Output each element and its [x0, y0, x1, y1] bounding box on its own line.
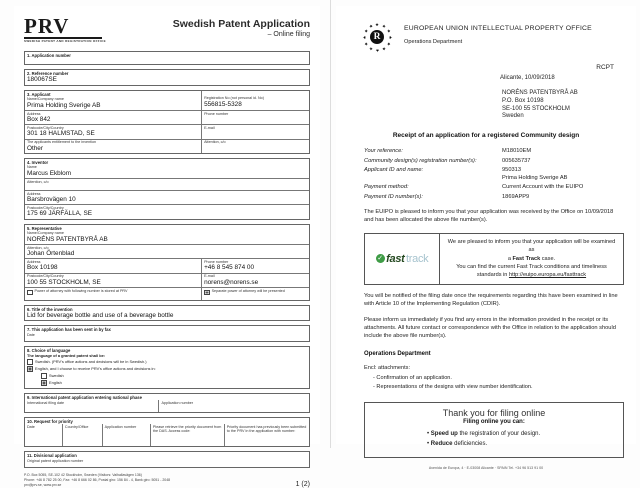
field-label: Payment ID number(s):	[364, 193, 423, 200]
applicant-id-name-value	[502, 167, 567, 181]
suboption-english	[39, 379, 309, 386]
field-label: Application number	[161, 400, 194, 405]
star-icon	[375, 48, 380, 53]
field-label: The applicants entitlement to the invention	[27, 140, 97, 145]
field-label: Phone number	[204, 111, 229, 116]
euipo-header	[360, 20, 636, 54]
inventor-postcode-value: 175 69 JÄRFÄLLA, SE	[27, 210, 93, 218]
checkbox-unchecked-icon	[27, 290, 33, 296]
field-label: Applicant ID and name:	[364, 167, 424, 174]
page-divider	[330, 0, 331, 448]
document-title: Swedish Patent Application	[172, 18, 310, 30]
inventor-address-cell	[25, 190, 309, 204]
bullet-bold: Reduce	[430, 441, 453, 448]
check-circle-icon	[376, 254, 385, 263]
column-label: Please retrieve the priority document from the DAS. Access code:	[152, 424, 222, 434]
poa-separate-label: Separate power of attorney will be presented	[211, 289, 285, 294]
applicant-postcode-value: 301 18 HALMSTAD, SE	[27, 130, 95, 138]
language-option-english	[25, 365, 309, 372]
fast-track-logo	[365, 234, 440, 284]
your-reference-value: M18010EM	[502, 148, 532, 155]
priority-country-cell	[62, 424, 102, 446]
section-divisional-application	[24, 451, 310, 468]
suboption-swedish	[39, 372, 309, 379]
field-label: Attention, c/o	[27, 179, 49, 184]
section-heading: 6. Title of the invention	[27, 306, 73, 312]
rcpt-label: RCPT	[596, 64, 614, 71]
field-row	[364, 148, 624, 155]
star-icon	[380, 45, 387, 52]
star-icon	[362, 35, 367, 40]
intl-filing-date-cell	[25, 400, 158, 412]
star-icon	[385, 40, 392, 47]
section-sent-by-fax	[24, 325, 310, 342]
registration-number-value: 556815-5328	[204, 100, 242, 108]
section-title-of-invention	[24, 305, 310, 321]
applicant-name-cell	[25, 91, 201, 110]
star-icon	[362, 27, 369, 34]
payment-method-value: Current Account with the EUIPO	[502, 184, 584, 191]
thank-you-bullets	[427, 429, 623, 449]
empty-field	[25, 463, 309, 467]
addressee-line: NORÉNS PATENTBYRÅ AB	[502, 90, 578, 96]
section-heading: 7. This application has been sent in by fax	[27, 327, 111, 333]
star-icon	[375, 22, 380, 27]
inventor-name-value: Marcus Ekblom	[27, 169, 72, 177]
applicant-attention-value	[202, 145, 309, 153]
fast-track-box	[364, 233, 624, 285]
inventor-postcode-cell	[25, 204, 309, 218]
representative-postcode-value: 100 55 STOCKHOLM, SE	[27, 278, 101, 286]
section-request-for-priority	[24, 417, 310, 447]
section-application-number	[24, 51, 310, 65]
field-row	[364, 158, 624, 165]
checkbox-unchecked-icon	[27, 359, 33, 365]
addressee-line: Sweden	[502, 113, 524, 120]
field-label: Attention, c/o	[204, 140, 226, 145]
priority-previous-cell	[224, 424, 309, 446]
section-heading: 8. Choice of language	[27, 348, 71, 354]
section-international-application	[24, 393, 310, 413]
field-label: E-mail	[204, 274, 215, 279]
star-icon	[367, 45, 374, 52]
fast-track-link[interactable]: http://euipo.europa.eu/fasttrack	[508, 272, 587, 279]
fast-track-logo-track: track	[406, 252, 429, 265]
star-icon	[367, 22, 374, 29]
field-label: Name	[27, 165, 37, 170]
paragraph-errors: Please inform us immediately if you find any errors in the information provided in the receipt or its attachments. All future contact or correspondence with the Office in relation to the application should include the above file number(s).	[364, 316, 616, 339]
euipo-logo-icon	[360, 20, 394, 54]
addressee-block	[502, 90, 636, 121]
field-label: Address	[27, 191, 41, 196]
prv-footer	[24, 473, 310, 488]
star-icon	[385, 27, 392, 34]
invention-title-value: Lid for beverage bottle and use of a beverage bottle	[27, 311, 174, 319]
dateline: Alicante, 10/09/2018	[500, 75, 555, 81]
fast-track-line2: You can find the current Fast Track conditions and timeliness	[456, 264, 607, 271]
representative-name-value: NORÉNS PATENTBYRÅ AB	[27, 235, 108, 243]
bullet-item	[427, 429, 623, 439]
checkbox-checked-icon	[41, 380, 47, 386]
fast-track-logo-fast: fast	[386, 252, 405, 265]
enclosures-label: Encl: attachments:	[364, 364, 411, 371]
column-label: Application number	[104, 424, 137, 429]
section-heading: 2. Reference number	[27, 71, 69, 77]
euipo-footer: Avenida de Europa, 4 · E-03008 Alicante · SPAIN Tel. +34 96 513 91 00	[428, 465, 544, 470]
section-applicant	[24, 90, 310, 154]
page-number: 1 (2)	[295, 480, 310, 488]
applicant-registration-cell	[201, 91, 309, 110]
euipo-header-text	[404, 20, 592, 45]
applicant-attention-cell	[201, 139, 309, 153]
design-registration-number-value: 005635737	[502, 157, 531, 164]
field-label: E-mail	[204, 125, 215, 130]
star-icon	[380, 22, 387, 29]
euipo-receipt-page	[336, 6, 636, 470]
column-label: Priority document has previously been submitted to the PRV in the application with number:	[226, 424, 307, 434]
euipo-logo-letter: R	[370, 30, 384, 44]
field-label: Postcode/City/Country	[27, 274, 64, 279]
field-label: Postcode/City/Country	[27, 125, 64, 130]
option-label: English	[49, 379, 62, 385]
applicant-entitlement-cell	[25, 139, 201, 153]
representative-attention-cell	[25, 244, 309, 258]
section-heading: 5. Representative	[27, 225, 62, 231]
section-heading: 3. Applicant	[27, 91, 51, 97]
field-row	[364, 194, 624, 201]
addressee-line: SE-100 55 STOCKHOLM	[502, 105, 570, 112]
enclosures-block	[364, 364, 636, 393]
fast-track-line1b: a	[507, 255, 513, 262]
star-icon	[362, 40, 369, 47]
field-label: Community design(s) registration number(s):	[364, 157, 477, 164]
footer-line: P.O. Box 5055, SE-102 42 Stockholm, Sweden (Visitors: Valhallavägen 136)	[24, 473, 142, 478]
poa-stored-label: Power of attorney with following number is stored at PRV	[34, 289, 128, 294]
representative-phone-value: +46 8 545 874 00	[204, 264, 255, 272]
inventor-address-value: Barsbrovägen 10	[27, 196, 76, 204]
representative-postcode-cell	[25, 273, 201, 287]
option-label: English, and I choose to receive PRV's office actions and decisions in:	[35, 365, 156, 371]
field-label: Postcode/City/Country	[27, 205, 64, 210]
field-label: Your reference:	[364, 148, 403, 155]
poa-separate-option	[201, 287, 309, 300]
section-representative	[24, 224, 310, 301]
bullet-rest: the registration of your design.	[457, 431, 541, 438]
checkbox-checked-icon	[27, 366, 33, 372]
intl-application-number-cell	[158, 400, 309, 412]
applicant-phone-cell	[201, 110, 309, 124]
enclosure-item: - Representations of the designs with view number identification.	[373, 384, 533, 391]
checkbox-unchecked-icon	[41, 373, 47, 379]
field-label: Address	[27, 259, 41, 264]
entitlement-value: Other	[27, 144, 43, 152]
applicant-address-value: Box 842	[27, 115, 51, 123]
fast-track-text	[440, 234, 623, 284]
section-heading: 4. Inventor	[27, 159, 49, 165]
document-subtitle: – Online filing	[267, 31, 310, 38]
receipt-fields	[364, 148, 624, 201]
field-label: Address	[27, 111, 41, 116]
applicant-name-value: Prima Holding Sverige AB	[27, 101, 101, 109]
section-heading: 10. Request for priority	[27, 419, 73, 425]
representative-address-value: Box 10198	[27, 264, 58, 272]
reference-number-value: 180067SE	[27, 76, 57, 84]
bullet-rest: deficiencies.	[452, 441, 488, 448]
option-label: Swedish	[49, 372, 64, 378]
applicant-email-value	[202, 130, 309, 138]
applicant-address-cell	[25, 110, 201, 124]
field-label: Payment method:	[364, 184, 409, 191]
applicant-phone-value	[202, 116, 309, 124]
bullet-bold: Speed up	[430, 431, 458, 438]
section-choice-of-language	[24, 346, 310, 389]
fast-track-line3: standards in	[476, 272, 509, 279]
priority-appnumber-cell	[102, 424, 150, 446]
enclosure-item: - Confirmation of an application.	[373, 374, 452, 381]
poa-stored-option	[25, 287, 201, 300]
section-heading: 11. Divisional application	[27, 453, 77, 459]
representative-email-cell	[201, 273, 309, 287]
field-label: Name/Company name	[27, 231, 64, 236]
payment-id-value: 1869APP9	[502, 193, 530, 200]
section-reference-number	[24, 69, 310, 85]
option-label: Swedish. (PRV's office actions and decisions will be in Swedish.)	[35, 358, 147, 364]
representative-email-value: norens@norens.se	[204, 278, 259, 286]
representative-attention-value: Johan Örtenblad	[27, 250, 75, 258]
representative-address-cell	[25, 258, 201, 272]
department-signature: Operations Department	[364, 350, 431, 357]
fast-track-line1c: case.	[540, 255, 556, 262]
thank-you-title: Thank you for filing online	[442, 408, 546, 419]
addressee-line: P.O. Box 10198	[502, 97, 544, 104]
language-intro: The language of a granted patent shall be:	[27, 353, 106, 359]
thank-you-subtitle: Filing online you can:	[463, 419, 525, 426]
inventor-attention-cell	[25, 178, 309, 190]
prv-logo-subtext: SWEDISH PATENT AND REGISTRATION OFFICE	[24, 37, 102, 44]
priority-das-cell	[150, 424, 224, 446]
thank-you-box	[364, 402, 624, 457]
section-heading: 9. International patent application entering national phase	[27, 395, 142, 401]
field-row	[364, 184, 624, 191]
department-name: Operations Department	[404, 39, 463, 45]
field-label: Phone number	[204, 259, 229, 264]
field-label: International filing date	[27, 400, 65, 405]
footer-line: Phone: +46 8 782 25 00, Fax: +46 8 666 02 86, Postal giro: 156 84 - 4, Bank giro: 5051 - 2048	[24, 478, 171, 483]
section-heading: 1. Application number	[27, 53, 71, 59]
paragraph-received: The EUIPO is pleased to inform you that your application was received by the Office on 10/09/2018 and has been allocated the above file number(s).	[364, 208, 614, 223]
footer-line: prv@prv.se, www.prv.se	[24, 482, 62, 487]
field-label: Name/Company name	[27, 97, 64, 102]
prv-header	[24, 14, 310, 44]
column-label: Date	[27, 424, 35, 429]
field-label: Date	[27, 332, 35, 337]
field-label: Attention, c/o	[27, 245, 49, 250]
empty-field	[25, 337, 309, 341]
column-label: Country/Office	[64, 424, 89, 429]
prv-application-page	[14, 6, 320, 488]
applicant-postcode-cell	[25, 124, 201, 138]
empty-field	[25, 58, 309, 64]
prv-contact-info	[24, 473, 170, 488]
paragraph-filing-date: You will be notified of the filing date once the requirements regarding this have been examined in line with Article 10 of the Implementing Regulation (CDIR).	[364, 292, 618, 307]
priority-date-cell	[25, 424, 62, 446]
fast-track-line1a: We are pleased to inform you that your application will be examined as	[447, 238, 616, 254]
applicant-email-cell	[201, 124, 309, 138]
representative-phone-cell	[201, 258, 309, 272]
star-icon	[388, 35, 393, 40]
field-label: Registration No (not personal id. No)	[204, 96, 264, 101]
receipt-title: Receipt of an application for a registered Community design	[392, 132, 580, 140]
field-label: Original patent application number	[27, 458, 84, 463]
applicant-id: 950313	[502, 167, 521, 174]
field-row	[364, 167, 624, 181]
prv-logo-text: PRV	[24, 14, 70, 38]
section-inventor	[24, 158, 310, 220]
prv-logo	[24, 14, 107, 44]
applicant-name: Prima Holding Sverige AB	[502, 174, 568, 181]
language-option-swedish	[25, 358, 309, 365]
fast-track-bold: Fast Track	[512, 255, 541, 262]
checkbox-checked-icon	[204, 290, 210, 296]
document-title-block	[173, 18, 310, 38]
office-name: EUROPEAN UNION INTELLECTUAL PROPERTY OFFICE	[404, 25, 592, 32]
